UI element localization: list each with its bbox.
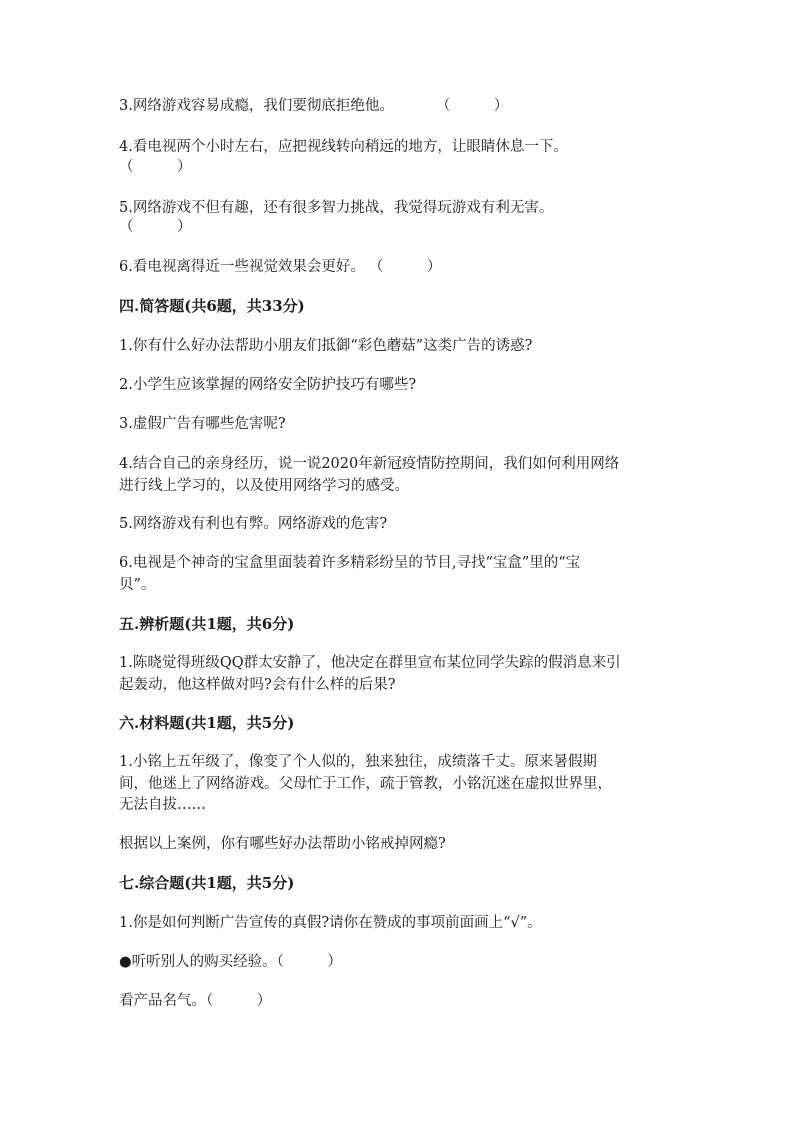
judgment-item-3	[119, 96, 508, 116]
short-answer-item-6-line-1: 6.电视是个神奇的宝盒里面装着许多精彩纷呈的节目,寻找“宝盒”里的“宝	[119, 555, 581, 571]
short-answer-item-2: 2.小学生应该掌握的网络安全防护技巧有哪些?	[119, 377, 417, 393]
section-5-heading: 五.辨析题(共1题，共6分)	[119, 615, 295, 633]
judgment-item-3-text: 3.网络游戏容易成瘾，我们要彻底拒绝他。	[119, 98, 394, 114]
judgment-item-6-text: 6.看电视离得近一些视觉效果会更好。	[119, 259, 365, 275]
judgment-item-5-blank: （ ）	[119, 219, 192, 235]
option-product-fame: 看产品名气。（ ）	[119, 993, 272, 1009]
analysis-item-1-line-1: 1.陈晓觉得班级QQ群太安静了，他决定在群里宣布某位同学失踪的假消息来引	[119, 655, 621, 671]
analysis-item-1-line-2: 起轰动，他这样做对吗?会有什么样的后果?	[119, 677, 396, 693]
section-6-heading: 六.材料题(共1题，共5分)	[119, 714, 295, 732]
option-purchase-experience: ●听听别人的购买经验。（ ）	[119, 954, 342, 970]
judgment-item-4	[119, 137, 568, 157]
comprehensive-item-1: 1.你是如何判断广告宣传的真假?请你在赞成的事项前面画上“√”。	[119, 915, 542, 931]
short-answer-item-5: 5.网络游戏有利也有弊。网络游戏的危害?	[119, 516, 388, 532]
short-answer-item-4-line-1: 4.结合自己的亲身经历，说一说2020年新冠疫情防控期间，我们如何利用网络	[119, 456, 620, 472]
short-answer-item-3: 3.虚假广告有哪些危害呢?	[119, 416, 286, 432]
judgment-item-5-blank-line	[119, 217, 192, 237]
material-question: 根据以上案例，你有哪些好办法帮助小铭戒掉网瘾?	[119, 836, 446, 852]
short-answer-item-4-line-2: 进行线上学习的，以及使用网络学习的感受。	[119, 478, 409, 494]
judgment-item-4-blank: （ ）	[119, 159, 192, 175]
short-answer-item-6-line-2: 贝”。	[119, 577, 156, 593]
material-item-1-line-3: 无法自拔……	[119, 797, 206, 813]
judgment-item-6-blank: （ ）	[368, 259, 442, 275]
section-7-heading: 七.综合题(共1题，共5分)	[119, 874, 295, 892]
material-item-1-line-1: 1.小铭上五年级了，像变了个人似的，独来独往，成绩落千丈。原来暑假期	[119, 754, 597, 770]
short-answer-item-1: 1.你有什么好办法帮助小朋友们抵御“彩色蘑菇”这类广告的诱惑?	[119, 338, 533, 354]
section-4-heading: 四.简答题(共6题，共33分)	[119, 297, 305, 315]
judgment-item-5	[119, 198, 553, 218]
material-item-1-line-2: 间，他迷上了网络游戏。父母忙于工作，疏于管教，小铭沉迷在虚拟世界里，	[119, 776, 612, 792]
judgment-item-6	[119, 257, 441, 277]
judgment-item-3-blank: （ ）	[435, 98, 509, 114]
judgment-item-4-text: 4.看电视两个小时左右，应把视线转向稍远的地方，让眼睛休息一下。	[119, 139, 568, 155]
judgment-item-4-blank-line	[119, 157, 192, 177]
judgment-item-5-text: 5.网络游戏不但有趣，还有很多智力挑战，我觉得玩游戏有利无害。	[119, 200, 554, 216]
